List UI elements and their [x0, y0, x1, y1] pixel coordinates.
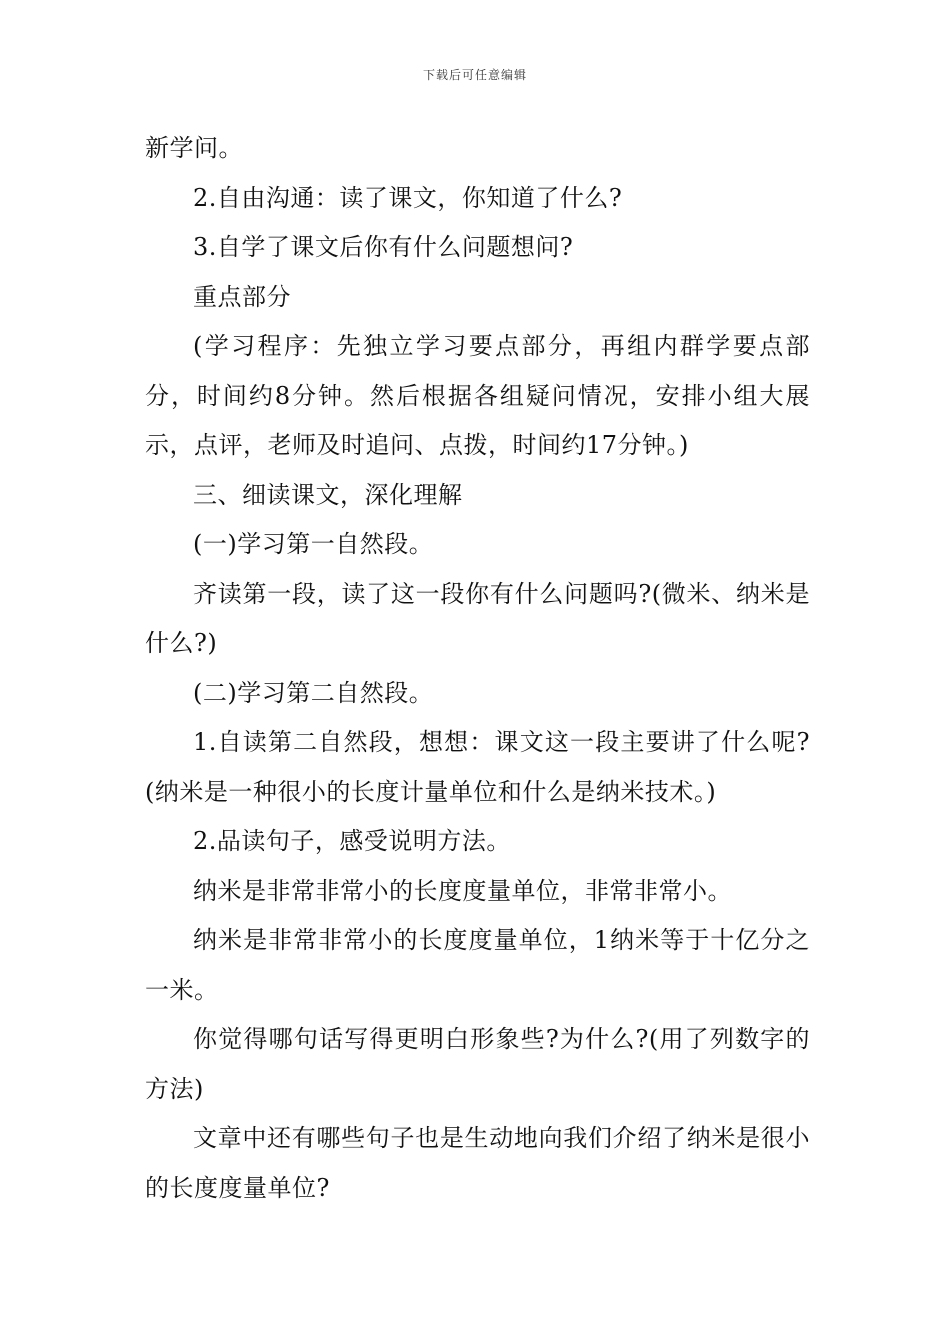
paragraph: 新学问。: [145, 134, 243, 162]
paragraph: (学习程序：先独立学习要点部分，再组内群学要点部分，时间约8分钟。然后根据各组疑问情况，安排小组大展示，点评，老师及时追问、点拨，时间约17分钟。): [145, 332, 810, 459]
subsection-heading: (二)学习第二自然段。: [193, 678, 434, 707]
document-body: [145, 124, 810, 1213]
subsection-heading: (一)学习第一自然段。: [193, 530, 434, 558]
paragraph: 1.自读第二自然段，想想：课文这一段主要讲了什么呢?(纳米是一种很小的长度计量单位和什么是纳米技术。): [145, 728, 810, 806]
paragraph: 3.自学了课文后你有什么问题想问?: [193, 233, 574, 261]
page-header: 下载后可任意编辑: [422, 68, 527, 82]
section-heading: 重点部分: [193, 282, 291, 311]
paragraph: 2.品读句子，感受说明方法。: [193, 827, 511, 855]
example-sentence: 纳米是非常非常小的长度度量单位，1纳米等于十亿分之一米。: [145, 926, 810, 1004]
paragraph: 2.自由沟通：读了课文，你知道了什么?: [193, 183, 623, 212]
paragraph: 文章中还有哪些句子也是生动地向我们介绍了纳米是很小的长度度量单位?: [145, 1124, 810, 1202]
example-sentence: 纳米是非常非常小的长度度量单位，非常非常小。: [193, 876, 732, 905]
section-heading: 三、细读课文，深化理解: [193, 480, 463, 509]
paragraph: 你觉得哪句话写得更明白形象些?为什么?(用了列数字的方法): [145, 1025, 810, 1103]
paragraph: 齐读第一段，读了这一段你有什么问题吗?(微米、纳米是什么?): [145, 579, 810, 657]
